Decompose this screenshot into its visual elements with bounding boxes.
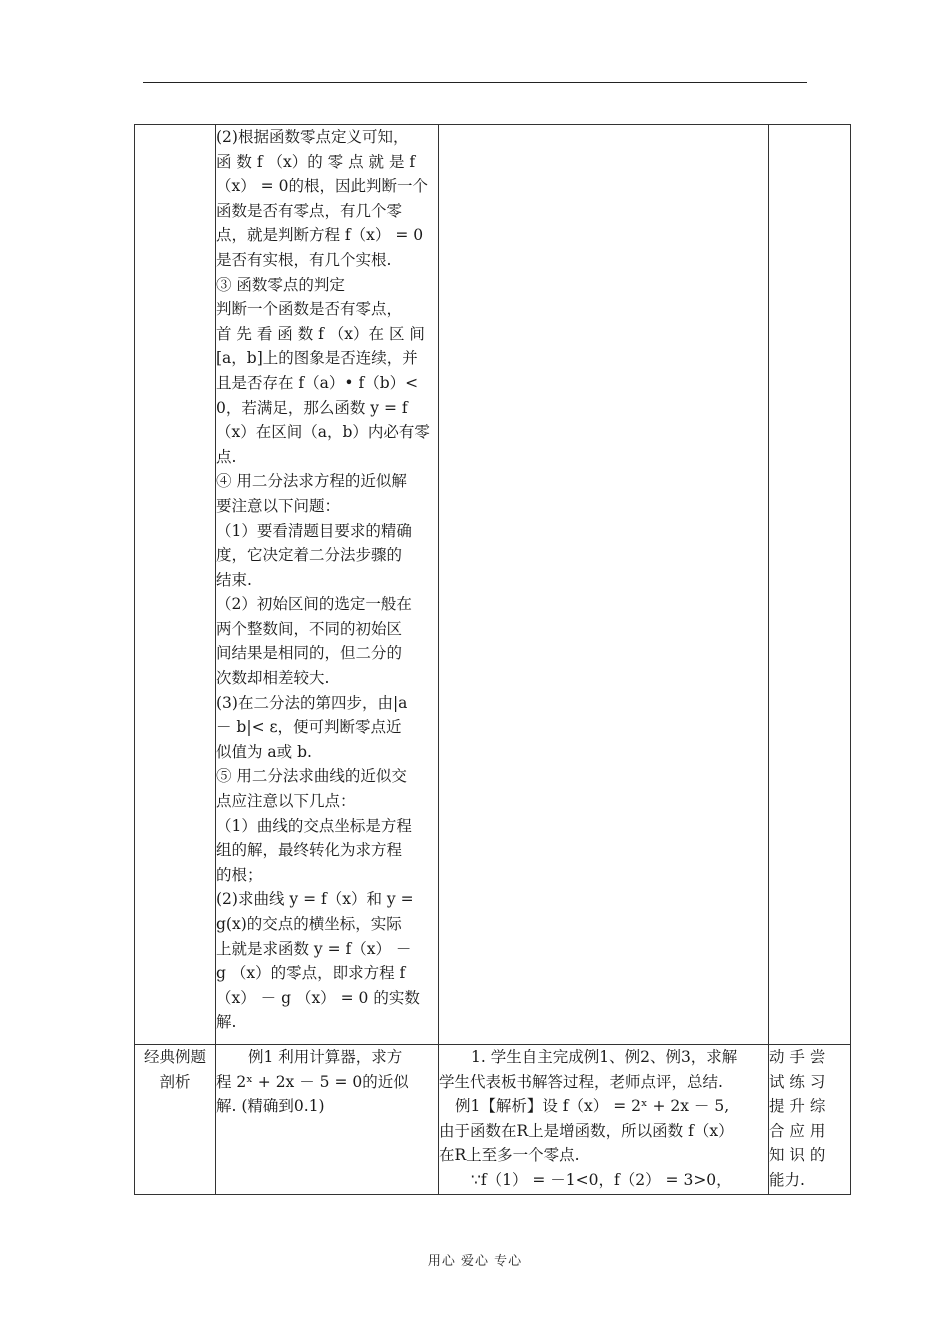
content-line: 判断一个函数是否有零点， xyxy=(216,300,403,319)
example-line-1: 例1 利用计算器，求方 xyxy=(248,1048,403,1066)
row2-example-cell xyxy=(216,1045,439,1195)
content-line: 0，若满足，那么函数 y = f xyxy=(216,398,408,417)
content-line: 似值为 a或 b. xyxy=(216,742,312,761)
example-line-2: 程 2ˣ + 2x － 5 = 0的近似 xyxy=(216,1072,409,1091)
row2-purpose-cell xyxy=(769,1045,851,1195)
purpose-line-2: 试 练 习 xyxy=(769,1072,826,1091)
solution-line-1: 1. 学生自主完成例1、例2、例3，求解 xyxy=(471,1048,738,1066)
content-line: 次数却相差较大. xyxy=(216,669,330,688)
content-line: （1）要看清题目要求的精确 xyxy=(216,521,412,540)
content-line: － b|< ε，便可判断零点近 xyxy=(216,718,402,737)
content-line: 的根； xyxy=(216,865,263,884)
content-line: 上就是求函数 y = f（x） － xyxy=(216,939,412,958)
purpose-line-1: 动 手 尝 xyxy=(769,1048,826,1066)
content-line: （x） － g （x） = 0 的实数 xyxy=(216,988,420,1007)
content-line: 间结果是相同的，但二分的 xyxy=(216,644,403,663)
solution-line-3: 例1【解析】设 f（x） = 2ˣ + 2x － 5, xyxy=(455,1097,730,1116)
solution-line-6: ∵f（1） = －1<0，f（2） = 3>0， xyxy=(471,1170,732,1189)
content-line: （2）初始区间的选定一般在 xyxy=(216,595,412,614)
solution-line-2: 学生代表板书解答过程，老师点评，总结. xyxy=(439,1072,723,1091)
content-line: 函数是否有零点，有几个零 xyxy=(216,201,403,220)
solution-line-4: 由于函数在R上是增函数，所以函数 f（x） xyxy=(439,1121,734,1140)
row1-content-cell xyxy=(216,125,439,1045)
content-line: 结束. xyxy=(216,570,252,589)
table-row-1 xyxy=(135,125,851,1045)
content-line: 两个整数间，不同的初始区 xyxy=(216,619,403,638)
content-line: 首 先 看 函 数 f （x）在 区 间 xyxy=(216,324,425,343)
content-line: 解. xyxy=(216,1013,237,1032)
row2-stage-cell xyxy=(135,1045,216,1195)
purpose-line-5: 知 识 的 xyxy=(769,1146,826,1165)
content-line: 是否有实根，有几个实根. xyxy=(216,250,392,269)
stage-label: 经典例题剖析 xyxy=(143,1048,206,1091)
row2-solution-cell xyxy=(439,1045,769,1195)
content-line: (3)在二分法的第四步，由|a xyxy=(216,693,408,712)
content-line: ③ 函数零点的判定 xyxy=(216,275,345,294)
row1-activity-cell xyxy=(439,125,769,1045)
content-line: 组的解，最终转化为求方程 xyxy=(216,841,403,860)
content-line: 点. xyxy=(216,447,237,466)
table-row-2 xyxy=(135,1045,851,1195)
content-line: (2)根据函数零点定义可知， xyxy=(216,128,409,146)
solution-line-5: 在R上至多一个零点. xyxy=(439,1146,580,1165)
content-line: 函 数 f （x）的 零 点 就 是 f xyxy=(216,152,416,171)
content-line: 要注意以下问题： xyxy=(216,496,341,515)
example-line-3: 解. (精确到0.1) xyxy=(216,1097,325,1116)
content-line: 点，就是判断方程 f（x） = 0 xyxy=(216,226,424,245)
content-line: （1）曲线的交点坐标是方程 xyxy=(216,816,412,835)
row1-content-lines xyxy=(216,125,438,1035)
content-line: （x）在区间（a，b）内必有零 xyxy=(216,423,430,442)
content-line: 点应注意以下几点： xyxy=(216,792,356,811)
content-line: （x） = 0的根，因此判断一个 xyxy=(216,177,428,196)
purpose-line-4: 合 应 用 xyxy=(769,1121,826,1140)
content-line: ④ 用二分法求方程的近似解 xyxy=(216,472,407,491)
content-line: [a，b]上的图象是否连续，并 xyxy=(216,349,418,368)
content-line: ⑤ 用二分法求曲线的近似交 xyxy=(216,767,407,786)
row1-purpose-cell xyxy=(769,125,851,1045)
page-footer: 用心 爱心 专心 xyxy=(427,1254,523,1269)
purpose-line-6: 能力. xyxy=(769,1170,805,1189)
content-line: g(x)的交点的横坐标，实际 xyxy=(216,915,402,933)
content-line: g （x）的零点，即求方程 f xyxy=(216,964,406,983)
purpose-line-3: 提 升 综 xyxy=(769,1097,826,1116)
header-rule xyxy=(143,82,807,83)
content-line: (2)求曲线 y = f（x）和 y = xyxy=(216,890,414,909)
lesson-table xyxy=(134,124,851,1195)
row1-stage-cell xyxy=(135,125,216,1045)
content-line: 且是否存在 f（a）• f（b）< xyxy=(216,373,419,392)
content-line: 度，它决定着二分法步骤的 xyxy=(216,546,403,565)
